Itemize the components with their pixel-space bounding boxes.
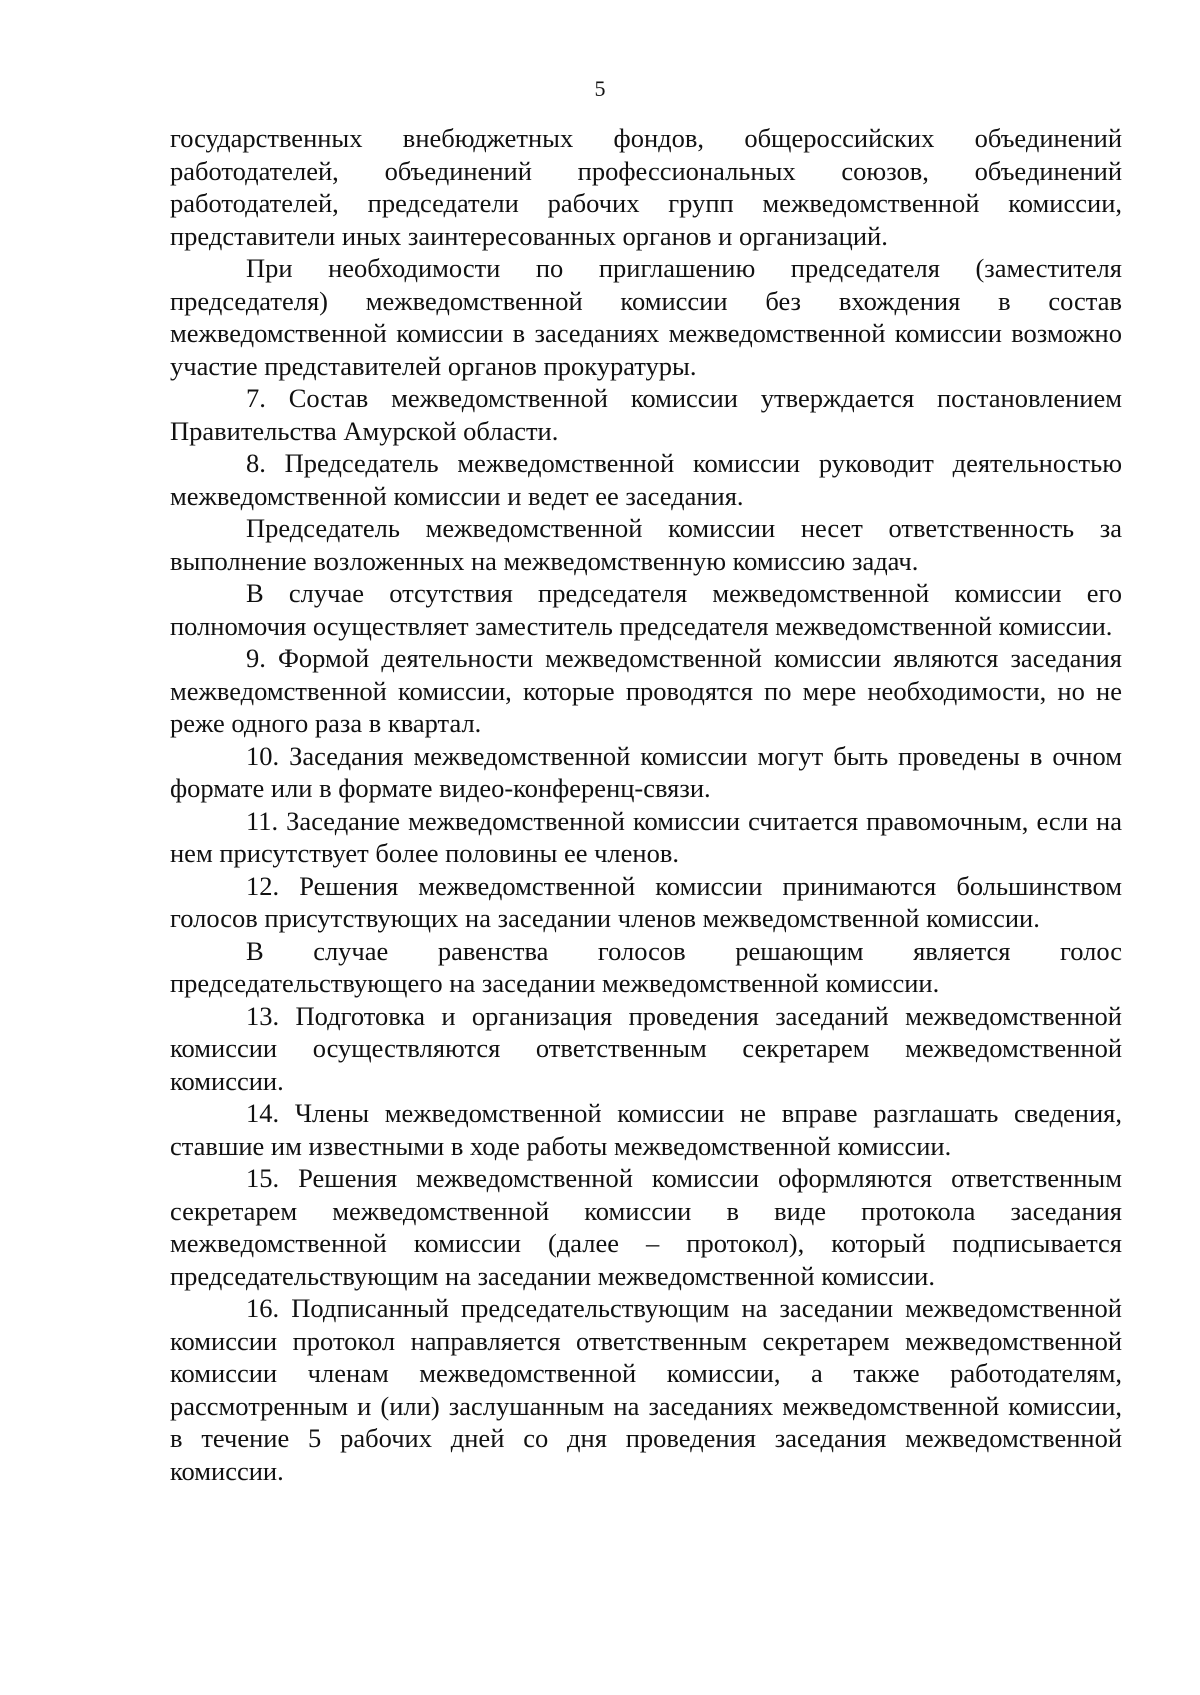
paragraph-16: 16. Подписанный председательствующим на заседании межведомственной комиссии протокол направляется ответственным секретарем межведомственной комиссии членам межведомственной комиссии, а также работодателям, рассмотренным и (или) заслушанным на заседаниях межведомственной комиссии, в течение 5 рабочих дней со дня проведения заседания межведомственной комиссии. xyxy=(170,1293,1122,1486)
paragraph-prosecutor-participation: При необходимости по приглашению председателя (заместителя председателя) межведомственной комиссии без вхождения в состав межведомственной комиссии в заседаниях межведомственной комиссии возможно участие представителей органов прокуратуры. xyxy=(170,253,1122,381)
paragraph-15: 15. Решения межведомственной комиссии оформляются ответственным секретарем межведомственной комиссии в виде протокола заседания межведомственной комиссии (далее – протокол), который подписывается председательствующим на заседании межведомственной комиссии. xyxy=(170,1163,1122,1291)
paragraph-7: 7. Состав межведомственной комиссии утверждается постановлением Правительства Амурской области. xyxy=(170,383,1122,446)
paragraph-8: 8. Председатель межведомственной комиссии руководит деятельностью межведомственной комиссии и ведет ее заседания. xyxy=(170,448,1122,511)
paragraph-14: 14. Члены межведомственной комиссии не вправе разглашать сведения, ставшие им известными в ходе работы межведомственной комиссии. xyxy=(170,1098,1122,1161)
paragraph-continuation: государственных внебюджетных фондов, общероссийских объединений работодателей, объединений профессиональных союзов, объединений работодателей, председатели рабочих групп межведомственной комиссии, представители иных заинтересованных органов и организаций. xyxy=(170,123,1122,251)
paragraph-11: 11. Заседание межведомственной комиссии считается правомочным, если на нем присутствует более половины ее членов. xyxy=(170,805,1122,868)
paragraph-9: 9. Формой деятельности межведомственной комиссии являются заседания межведомственной комиссии, которые проводятся по мере необходимости, но не реже одного раза в квартал. xyxy=(170,643,1122,738)
document-body xyxy=(170,122,1122,1487)
paragraph-8-deputy: В случае отсутствия председателя межведомственной комиссии его полномочия осуществляет заместитель председателя межведомственной комиссии. xyxy=(170,578,1122,641)
paragraph-13: 13. Подготовка и организация проведения заседаний межведомственной комиссии осуществляются ответственным секретарем межведомственной комиссии. xyxy=(170,1000,1122,1096)
page-number: 5 xyxy=(594,76,606,101)
paragraph-8-responsibility: Председатель межведомственной комиссии несет ответственность за выполнение возложенных на межведомственную комиссию задач. xyxy=(170,513,1122,576)
paragraph-12-tie-vote: В случае равенства голосов решающим является голос председательствующего на заседании межведомственной комиссии. xyxy=(170,935,1122,998)
paragraph-12: 12. Решения межведомственной комиссии принимаются большинством голосов присутствующих на заседании членов межведомственной комиссии. xyxy=(170,870,1122,933)
paragraph-10: 10. Заседания межведомственной комиссии могут быть проведены в очном формате или в формате видео-конференц-связи. xyxy=(170,740,1122,803)
